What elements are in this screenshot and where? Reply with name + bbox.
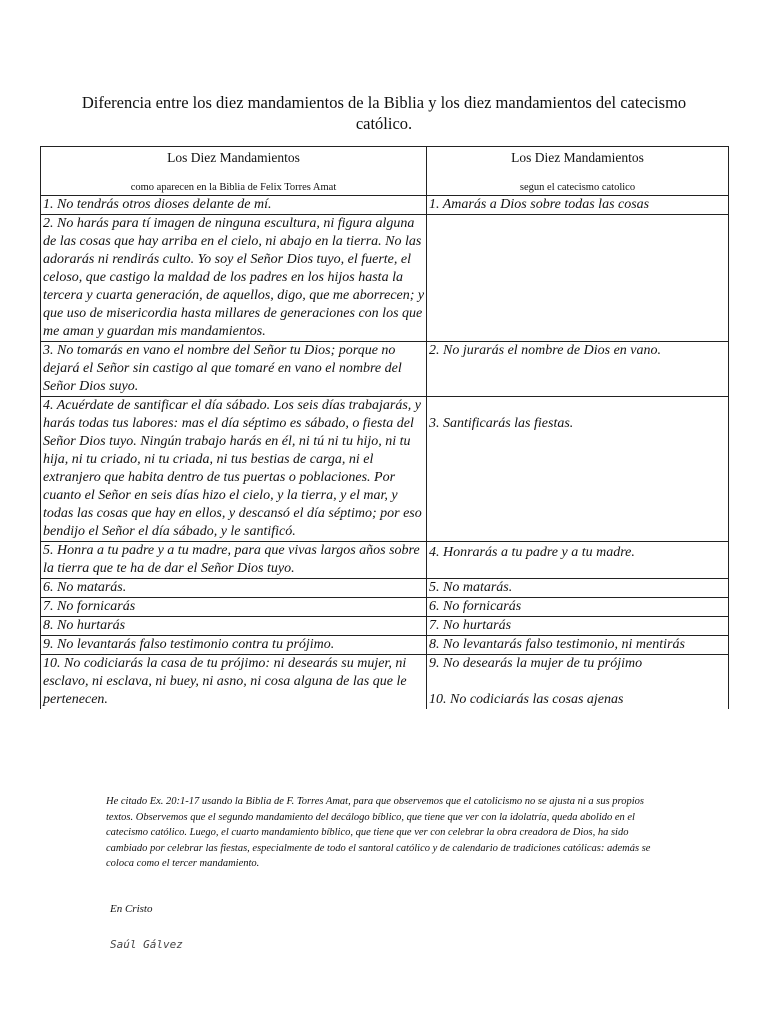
signature: Saúl Gálvez bbox=[110, 938, 183, 951]
table-header-row bbox=[41, 147, 729, 196]
bible-commandment: 3. No tomarás en vano el nombre del Señor tu Dios; porque no dejará el Señor sin castigo al que tomaré en vano el nombre del Señor Dios suyo. bbox=[41, 342, 427, 397]
document-title: Diferencia entre los diez mandamientos de la Biblia y los diez mandamientos del catecismo católico. bbox=[81, 93, 687, 133]
table-row bbox=[41, 196, 729, 215]
bible-commandment: 5. Honra a tu padre y a tu madre, para que vivas largos años sobre la tierra que te ha de dar el Señor Dios tuyo. bbox=[41, 542, 427, 579]
bible-commandment: 8. No hurtarás bbox=[41, 617, 427, 636]
column-subheading-bible: como aparecen en la Biblia de Felix Torres Amat bbox=[130, 182, 337, 193]
cell-spacer bbox=[429, 673, 728, 691]
bible-commandment: 9. No levantarás falso testimonio contra tu prójimo. bbox=[41, 636, 427, 655]
table-row bbox=[41, 598, 729, 617]
cell-spacer bbox=[429, 397, 728, 415]
catechism-commandment bbox=[427, 215, 729, 342]
catechism-commandment-extra: 10. No codiciarás las cosas ajenas bbox=[429, 692, 624, 707]
bible-commandment: 4. Acuérdate de santificar el día sábado. Los seis días trabajarás, y harás todas tus labores: mas el día séptimo es sábado, o fiesta del Señor Dios tuyo. Ningún trabajo harás en él, ni tú ni tu hijo, ni tu hija, ni tu criado, ni tu criada, ni tus bestias de carga, ni el extranjero que habita dentro de tus puertas o poblaciones. Por cuanto el Señor en seis días hizo el cielo, y la tierra, y el mar, y todas las cosas que hay en ellos, y descansó el día séptimo; por eso bendijo el Señor el día sábado, y le santificó. bbox=[41, 397, 427, 542]
catechism-commandment-text: 3. Santificarás las fiestas. bbox=[429, 416, 574, 431]
table-row bbox=[41, 579, 729, 598]
commandments-table bbox=[40, 146, 729, 709]
catechism-commandment-text: 4. Honrarás a tu padre y a tu madre. bbox=[429, 545, 635, 560]
column-heading-bible: Los Diez Mandamientos bbox=[167, 150, 300, 165]
header-catechism-column bbox=[427, 147, 729, 196]
header-bible-column bbox=[41, 147, 427, 196]
catechism-commandment bbox=[427, 542, 729, 579]
bible-commandment: 2. No harás para tí imagen de ninguna escultura, ni figura alguna de las cosas que hay arriba en el cielo, ni abajo en la tierra. No las adorarás ni rendirás culto. Yo soy el Señor Dios tuyo, el fuerte, el celoso, que castigo la maldad de los padres en los hijos hasta la tercera y cuarta generación, de aquellos, digo, que me aborrecen; y que uso de misericordia hasta millares de generaciones con los que me aman y guardan mis mandamientos. bbox=[41, 215, 427, 342]
column-subheading-catechism: segun el catecismo catolico bbox=[519, 182, 636, 193]
catechism-commandment: 8. No levantarás falso testimonio, ni mentirás bbox=[427, 636, 729, 655]
catechism-commandment: 6. No fornicarás bbox=[427, 598, 729, 617]
catechism-commandment bbox=[427, 397, 729, 542]
catechism-commandment-text: 9. No desearás la mujer de tu prójimo bbox=[429, 656, 643, 671]
bible-commandment: 7. No fornicarás bbox=[41, 598, 427, 617]
table-row bbox=[41, 655, 729, 710]
bible-commandment: 10. No codiciarás la casa de tu prójimo: ni desearás su mujer, ni esclavo, ni esclava, ni buey, ni asno, ni cosa alguna de las que le pertenecen. bbox=[41, 655, 427, 710]
explanatory-note: He citado Ex. 20:1-17 usando la Biblia de F. Torres Amat, para que observemos que el catolicismo no se ajusta ni a sus propios textos. Observemos que el segundo mandamiento del decálogo bíblico, que tiene que ver con la idolatría, queda abolido en el catecismo católico. Luego, el cuarto mandamiento bíblico, que tiene que ver con celebrar la obra creadora de Dios, ha sido cambiado por celebrar las fiestas, especialmente de todo el santoral católico y de calendario de tradiciones católicas: además se coloca como el tercer mandamiento. bbox=[106, 796, 651, 869]
catechism-commandment: 2. No jurarás el nombre de Dios en vano. bbox=[427, 342, 729, 397]
table-row bbox=[41, 617, 729, 636]
column-heading-catechism: Los Diez Mandamientos bbox=[511, 150, 644, 165]
catechism-commandment bbox=[427, 655, 729, 710]
catechism-commandment: 7. No hurtarás bbox=[427, 617, 729, 636]
table-row bbox=[41, 542, 729, 579]
table-row bbox=[41, 342, 729, 397]
bible-commandment: 6. No matarás. bbox=[41, 579, 427, 598]
table-row bbox=[41, 636, 729, 655]
cell-spacer bbox=[429, 542, 728, 544]
catechism-commandment: 1. Amarás a Dios sobre todas las cosas bbox=[427, 196, 729, 215]
table-row bbox=[41, 397, 729, 542]
closing-line: En Cristo bbox=[110, 903, 153, 915]
table-row bbox=[41, 215, 729, 342]
catechism-commandment: 5. No matarás. bbox=[427, 579, 729, 598]
bible-commandment: 1. No tendrás otros dioses delante de mí. bbox=[41, 196, 427, 215]
